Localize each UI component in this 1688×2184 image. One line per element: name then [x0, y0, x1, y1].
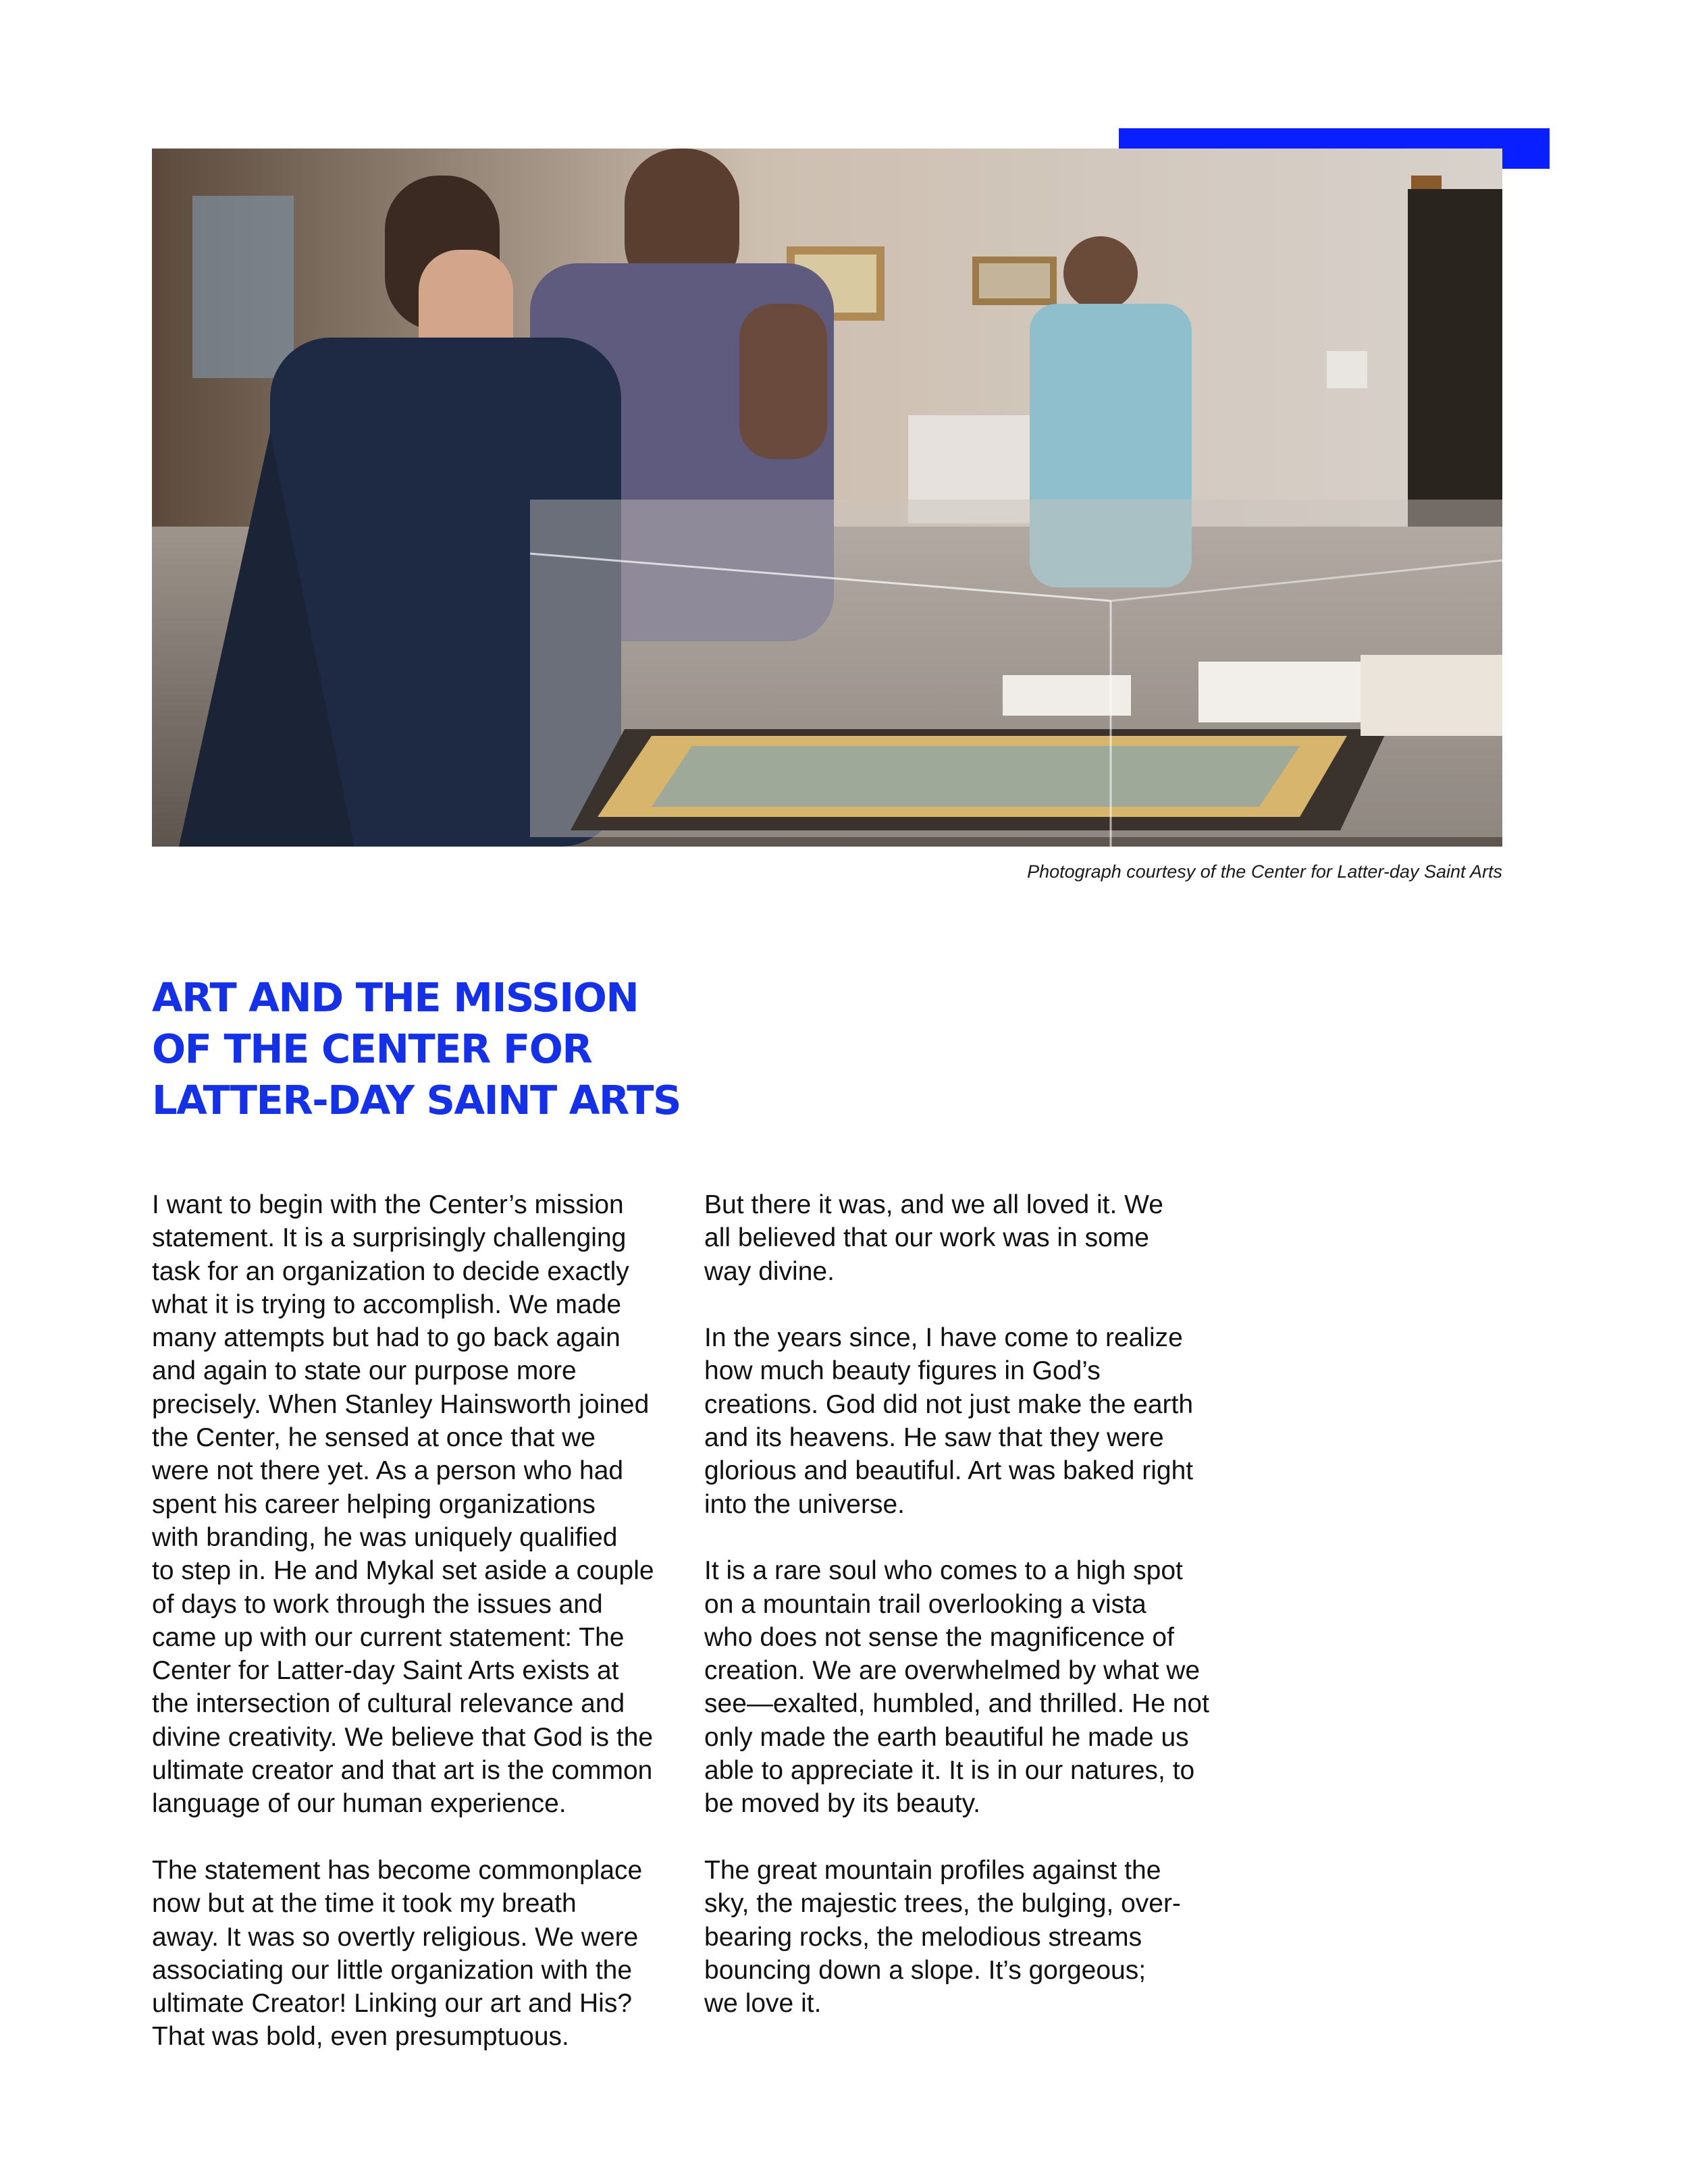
gallery-photo [152, 149, 1502, 847]
body-paragraph: I want to begin with the Center’s mission statement. It is a surprisingly challenging task for an organization to decide exactly what it is trying to accomplish. We made many attempts but had to go back again and again to state our purpose more precisely. When Stanley Hainsworth joined the Center, he sensed at once that we were not there yet. As a person who had spent his career helping organizations with branding, he was uniquely qualified to step in. He and Mykal set aside a couple of days to work through the issues and came up with our current statement: The Center for Latter-day Saint Arts exists at the intersection of cultural relevance and divine creativity. We believe that God is the ultimate creator and that art is the common language of our human experience. [152, 1190, 654, 1819]
body-column-right [704, 1188, 1244, 2054]
museum-gallery-icon [152, 149, 1502, 847]
body-column-left [152, 1188, 692, 2087]
article-title [152, 972, 895, 1126]
body-paragraph: The statement has become commonplace now but at the time it took my breath away. It was so overtly religious. We were associating our little organization with the ultimate Creator! Linking our art and His? That was bold, even presumptuous. [152, 1855, 643, 2052]
article-title-line: LATTER-DAY SAINT ARTS [152, 1077, 681, 1123]
body-paragraph: The great mountain profiles against the sky, the majestic trees, the bulging, over- bearing rocks, the melodious streams bouncing down a slope. It’s gorgeous; we love it. [704, 1855, 1181, 2019]
body-paragraph: It is a rare soul who comes to a high spot on a mountain trail overlooking a vista who does not sense the magnificence of creation. We are overwhelmed by what we see—exalted, humbled, and thrilled. He not only made the earth beautiful he made us able to appreciate it. It is in our natures, to be moved by its beauty. [704, 1556, 1209, 1819]
article-title-line: ART AND THE MISSION [152, 974, 639, 1021]
photo-caption: Photograph courtesy of the Center for Latter-day Saint Arts [1027, 861, 1502, 882]
body-paragraph: In the years since, I have come to realize how much beauty figures in God’s creations. God did not just make the earth and its heavens. He saw that they were glorious and beautiful. Art was baked right into the universe. [704, 1323, 1194, 1519]
body-paragraph: But there it was, and we all loved it. We all believed that our work was in some way divine. [704, 1190, 1163, 1286]
article-title-line: OF THE CENTER FOR [152, 1026, 592, 1072]
